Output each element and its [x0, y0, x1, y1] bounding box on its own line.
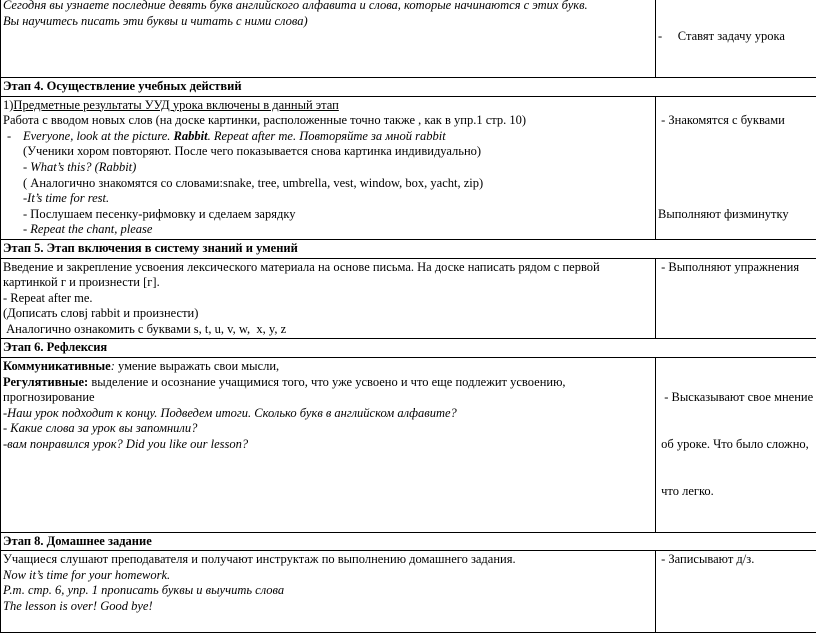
stage4-title: Этап 4. Осуществление учебных действий [1, 77, 816, 96]
stage8-pupil-text: - Записывают д/з. [658, 552, 814, 568]
song-text: - Послушаем песенку-рифмовку и сделаем зарядку [3, 207, 653, 223]
stage8-line-3: Р.т. стр. 6, упр. 1 прописать буквы и выучить слова [3, 583, 653, 599]
look-dash: - [7, 129, 23, 145]
stage8-teacher-cell [1, 551, 656, 633]
stage5-content-row [1, 258, 816, 339]
comm-text: умение выражать свои мысли, [115, 359, 279, 373]
stage8-title-row [1, 532, 816, 551]
stage8-line-4: The lesson is over! Good bye! [3, 599, 653, 615]
intro-line-2: Вы научитесь писать эти буквы и читать с ними слова) [3, 14, 653, 30]
stage6-pupil-line-2: об уроке. Что было сложно, [658, 437, 814, 453]
stage5-line-2: картинкой г и произнести [г]. [3, 275, 653, 291]
forecast-text: прогнозирование [3, 390, 653, 406]
reg-label: Регулятивные: [3, 375, 88, 389]
stage8-line-1: Учащиеся слушают преподавателя и получают инструктаж по выполнению домашнего задания. [3, 552, 653, 568]
uud-prefix: 1) [3, 98, 13, 112]
table-row-intro [1, 0, 816, 77]
intro-teacher-cell [1, 0, 656, 77]
look-part-c: . Repeat after me. Повторяйте за мной [208, 129, 416, 143]
stage5-line-1: Введение и закрепление усвоения лексического материала на основе письма. На доске написать рядом с первой [3, 260, 653, 276]
stage8-pupil-cell [656, 551, 816, 633]
comm-colon: : [111, 359, 115, 373]
chant-text: - Repeat the chant, please [3, 222, 653, 238]
stage6-content-row [1, 358, 816, 533]
stage5-line-4: (Дописать словj rabbit и произнести) [3, 306, 653, 322]
stage4-content-row [1, 96, 816, 239]
intro-line-1: Сегодня вы узнаете последние девять букв английского алфавита и слова, которые начинаются с этих букв. [3, 0, 653, 14]
stage4-pupil-letters: - Знакомятся с буквами [658, 113, 814, 129]
stage6-teacher-cell [1, 358, 656, 533]
question-2: - Какие слова за урок вы запомнили? [3, 421, 653, 437]
rest-text: -It’s time for rest. [3, 191, 653, 207]
intro-pupil-text: - Ставят задачу урока [658, 29, 814, 45]
stage4-title-row [1, 77, 816, 96]
question-1: -Наш урок подходит к концу. Подведем итоги. Сколько букв в английском алфавите? [3, 406, 653, 422]
stage8-title: Этап 8. Домашнее задание [1, 532, 816, 551]
stage6-title-row [1, 339, 816, 358]
stage5-title: Этап 5. Этап включения в систему знаний и умений [1, 239, 816, 258]
stage6-pupil-line-3: что легко. [658, 484, 814, 500]
stage5-line-5: Аналогично ознакомить с буквами s, t, u, v, w, x, y, z [3, 322, 653, 338]
stage4-pupil-exercise: Выполняют физминутку [658, 207, 814, 223]
stage5-teacher-cell [1, 258, 656, 339]
stage5-pupil-text: - Выполняют упражнения [658, 260, 814, 276]
look-part-b: Rabbit [174, 129, 208, 143]
stage8-line-2: Now it’s time for your homework. [3, 568, 653, 584]
intro-words-text: Работа с вводом новых слов (на доске картинки, расположенные точно также , как в упр.1 стр. 10) [3, 113, 653, 129]
look-part-d: rabbit [415, 129, 446, 143]
uud-text: Предметные результаты УУД урока включены в данный этап [13, 98, 338, 112]
similar-text: ( Аналогично знакомятся со словами:snake, tree, umbrella, vest, window, box, yacht, zip) [3, 176, 653, 192]
stage8-content-row [1, 551, 816, 633]
stage6-title: Этап 6. Рефлексия [1, 339, 816, 358]
intro-pupil-cell [656, 0, 816, 77]
stage4-pupil-cell [656, 96, 816, 239]
stage6-pupil-line-1: - Высказывают свое мнение [658, 390, 814, 406]
stage5-title-row [1, 239, 816, 258]
look-part-a: Everyone, look at the picture. [23, 129, 174, 143]
stage6-pupil-cell [656, 358, 816, 533]
what-text: - What’s this? (Rabbit) [3, 160, 653, 176]
stage4-teacher-cell [1, 96, 656, 239]
pupils-text: (Ученики хором повторяют. После чего показывается снова картинка индивидуально) [3, 144, 653, 160]
stage5-pupil-cell [656, 258, 816, 339]
comm-label: Коммуникативные [3, 359, 111, 373]
stage5-line-3: - Repeat after me. [3, 291, 653, 307]
reg-text: выделение и осознание учащимися того, что уже усвоено и что еще подлежит усвоению, [88, 375, 565, 389]
question-3: -вам понравился урок? Did you like our lesson? [3, 437, 653, 453]
